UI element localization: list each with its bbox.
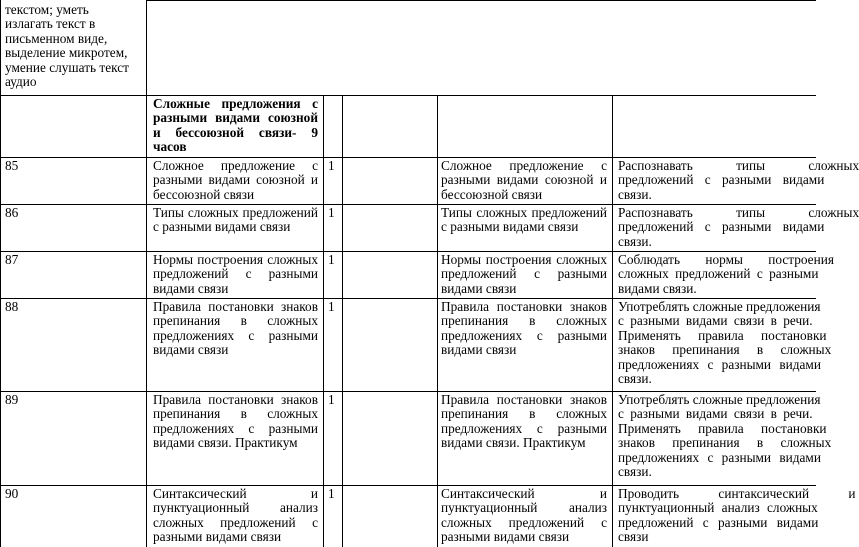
skills-line: связи [618, 529, 649, 545]
row-topic-repeat: Сложное предложение с разными видами союзной и бессоюзной связи [441, 158, 607, 202]
skills-line: предложений с разными видами [618, 219, 825, 235]
row-topic-repeat: Правила постановки знаков препинания в сложных предложениях с разными видами связи. Практикум [441, 392, 607, 451]
row-topic: Правила постановки знаков препинания в сложных предложениях с разными видами связи [153, 299, 318, 358]
skills-line: Соблюдать нормы построения [618, 252, 834, 267]
skills-line: знаков препинания в сложных [618, 342, 832, 358]
row-topic-repeat: Правила постановки знаков препинания в сложных предложениях с разными видами связи [441, 299, 607, 358]
skills-line: предложениях с разными видами [618, 356, 821, 372]
row-topic-repeat: Типы сложных предложений с разными видами связи [441, 205, 607, 235]
skills-line: предложениях с разными видами [618, 449, 821, 465]
row-skills [618, 486, 856, 545]
col-line-3 [342, 95, 343, 547]
row-number: 85 [5, 158, 19, 173]
skills-line: связи. [618, 233, 652, 249]
top-line-5: умение слушать текст [5, 59, 129, 75]
top-line-1: текстом; уметь [5, 2, 89, 17]
row-hours: 1 [328, 486, 335, 501]
skills-line: связи. [618, 186, 652, 202]
row-skills [618, 392, 832, 480]
skills-line: видами связи. [618, 280, 697, 296]
row-skills [618, 299, 832, 387]
row-skills [618, 205, 859, 249]
row-topic: Синтаксический и пунктуационный анализ сложных предложений с разными видами связи [153, 486, 318, 545]
row-hours: 1 [328, 205, 335, 220]
row-line-top [146, 0, 816, 1]
row-number: 86 [5, 205, 19, 220]
skills-line: Проводить синтаксический и [618, 486, 856, 501]
skills-line: связи. [618, 371, 652, 387]
row-line-a [0, 95, 816, 96]
row-topic: Сложное предложение с разными видами союзной и бессоюзной связи [153, 158, 318, 202]
top-fragment-text [5, 3, 141, 89]
row-hours: 1 [328, 392, 335, 407]
skills-line: с разными видами связи в речи. [618, 406, 813, 422]
skills-line: связи. [618, 464, 652, 480]
row-hours: 1 [328, 299, 335, 314]
row-number: 87 [5, 252, 19, 267]
skills-line: с разными видами связи в речи. [618, 313, 813, 329]
top-line-3: письменном виде, [5, 30, 108, 46]
skills-line: Распознавать типы сложных [618, 158, 859, 173]
top-line-2: излагать текст в [5, 16, 96, 32]
row-number: 90 [5, 486, 19, 501]
row-topic-repeat: Нормы построения сложных предложений с разными видами связи [441, 252, 607, 296]
row-number: 88 [5, 299, 19, 314]
skills-line: знаков препинания в сложных [618, 435, 832, 451]
skills-line: Распознавать типы сложных [618, 205, 859, 220]
skills-line: Применять правила постановки [618, 420, 827, 436]
row-hours: 1 [328, 158, 335, 173]
col-line-4 [437, 95, 438, 547]
skills-line: сложных предложений с разными [618, 266, 819, 282]
row-topic: Типы сложных предложений с разными видами связи [153, 205, 318, 235]
row-number: 89 [5, 392, 19, 407]
row-topic-repeat: Синтаксический и пунктуационный анализ сложных предложений с разными видами связи [441, 486, 607, 545]
skills-line: Употреблять сложные предложения [618, 392, 821, 407]
row-topic: Правила постановки знаков препинания в сложных предложениях с разными видами связи. Практикум [153, 392, 318, 451]
row-hours: 1 [328, 252, 335, 267]
section-title: Сложные предложения с разными видами союзной и бессоюзной связи- 9 часов [153, 96, 318, 155]
row-skills [618, 252, 834, 296]
skills-line: Применять правила постановки [618, 327, 827, 343]
row-skills [618, 158, 859, 202]
top-line-6: аудио [5, 74, 37, 90]
top-line-4: выделение микротем, [5, 45, 128, 61]
skills-line: предложений с разными видами [618, 172, 825, 188]
skills-line: Употреблять сложные предложения [618, 299, 821, 314]
col-line-1 [146, 0, 147, 547]
skills-line: пунктуационный анализ сложных [618, 500, 818, 516]
row-topic: Нормы построения сложных предложений с разными видами связи [153, 252, 318, 296]
skills-line: предложений с разными видами [618, 514, 819, 530]
col-line-5 [612, 95, 613, 547]
col-line-2 [323, 95, 324, 547]
col-line-left [0, 0, 1, 547]
